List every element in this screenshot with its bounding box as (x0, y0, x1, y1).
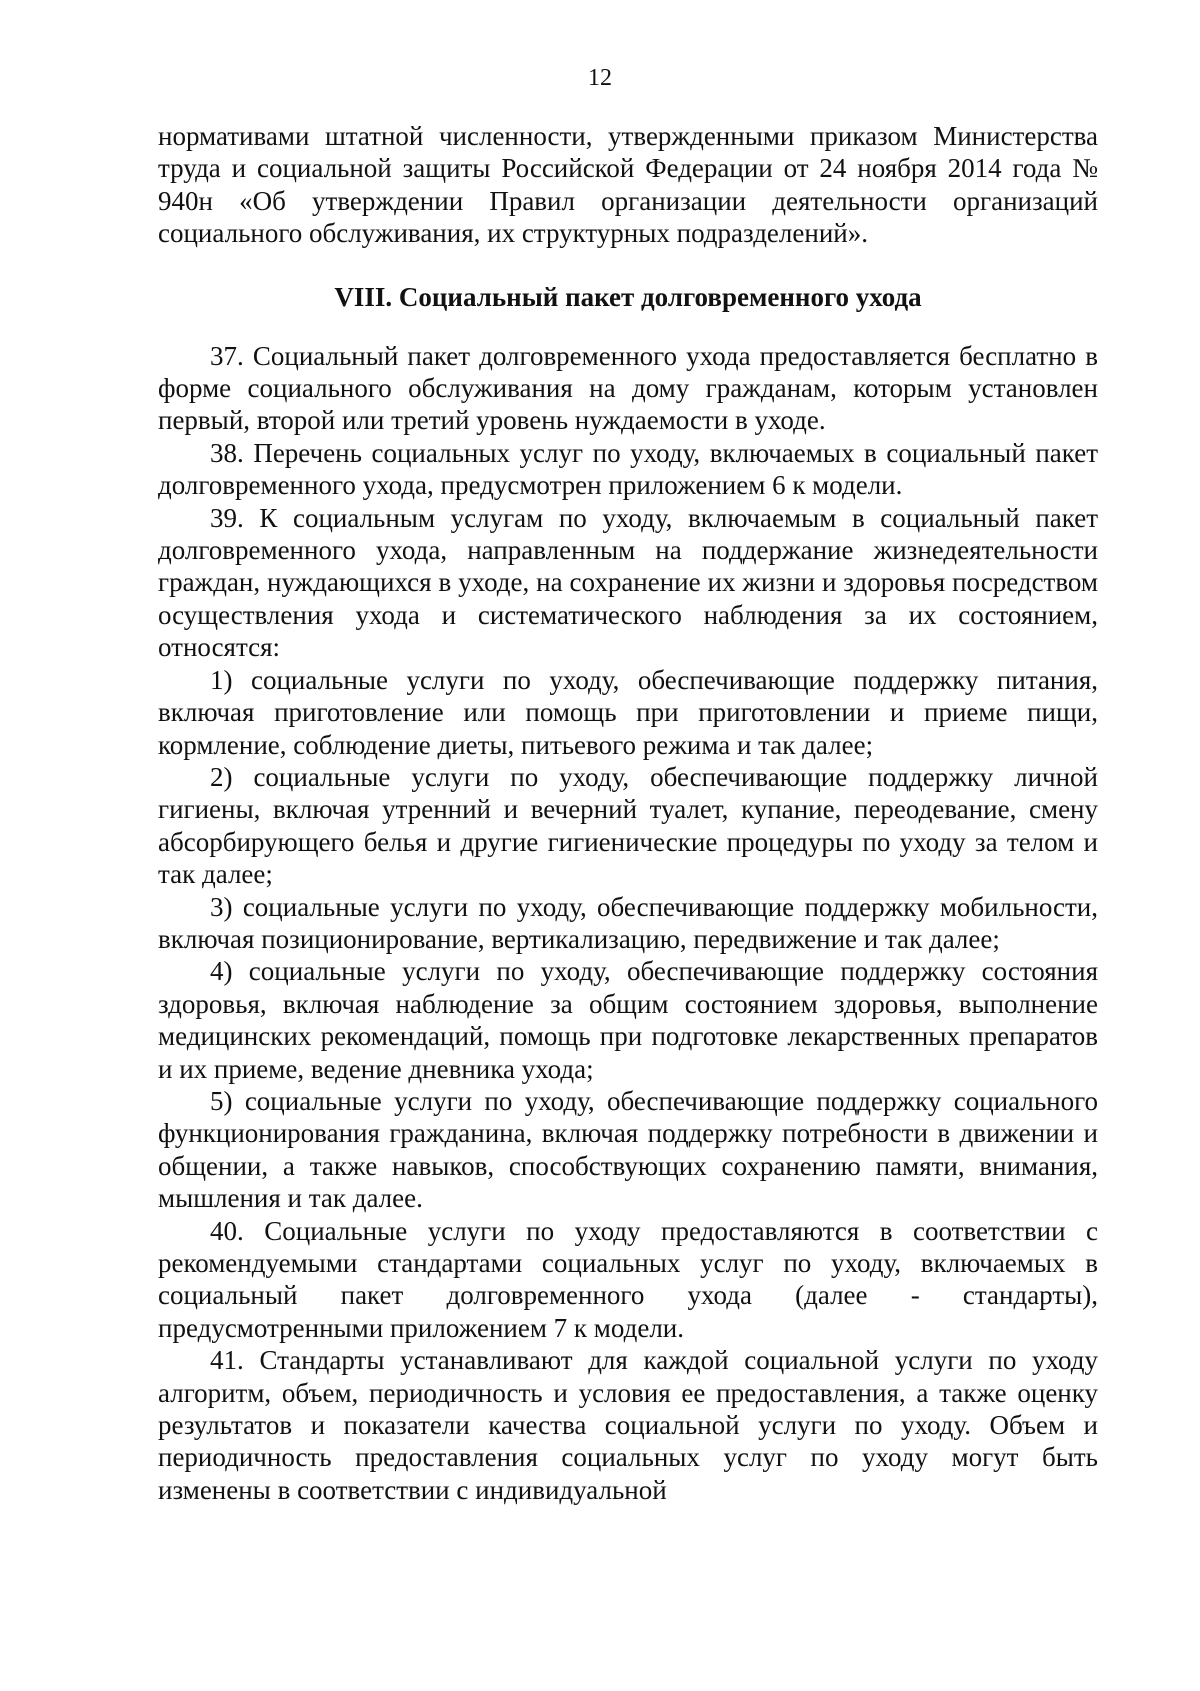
paragraph-39: 39. К социальным услугам по уходу, включаемым в социальный пакет долговременного ухода, направленным на поддержание жизнедеятельности граждан, нуждающихся в уходе, на сохранение их жизни и здоровья посредством осуществления ухода и систематического наблюдения за их состоянием, относятся: (158, 502, 1098, 663)
page-number: 12 (588, 65, 612, 91)
paragraph-40: 40. Социальные услуги по уходу предоставляются в соответствии с рекомендуемыми стандартами социальных услуг по уходу, включаемых в социальный пакет долговременного ухода (далее - стандарты), предусмотренными приложением 7 к модели. (158, 1215, 1098, 1343)
list-item-1: 1) социальные услуги по уходу, обеспечивающие поддержку питания, включая приготовление или помощь при приготовлении и приеме пищи, кормление, соблюдение диеты, питьевого режима и так далее; (158, 664, 1098, 760)
list-item-5: 5) социальные услуги по уходу, обеспечивающие поддержку социального функционирования гражданина, включая поддержку потребности в движении и общении, а также навыков, способствующих сохранению памяти, внимания, мышления и так далее. (158, 1085, 1098, 1214)
paragraph-41: 41. Стандарты устанавливают для каждой социальной услуги по уходу алгоритм, объем, периодичность и условия ее предоставления, а также оценку результатов и показатели качества социальной услуги по уходу. Объем и периодичность предоставления социальных услуг по уходу могут быть изменены в соответствии с индивидуальной (158, 1345, 1098, 1505)
list-item-4: 4) социальные услуги по уходу, обеспечивающие поддержку состояния здоровья, включая наблюдение за общим состоянием здоровья, выполнение медицинских рекомендаций, помощь при подготовке лекарственных препаратов и их приеме, ведение дневника ухода; (158, 956, 1098, 1084)
paragraph-38: 38. Перечень социальных услуг по уходу, включаемых в социальный пакет долговременного ухода, предусмотрен приложением 6 к модели. (158, 437, 1098, 501)
paragraph-37: 37. Социальный пакет долговременного ухода предоставляется бесплатно в форме социального обслуживания на дому гражданам, которым установлен первый, второй или третий уровень нуждаемости в уходе. (158, 340, 1098, 436)
intro-paragraph: нормативами штатной численности, утвержденными приказом Министерства труда и социальной защиты Российской Федерации от 24 ноября 2014 года № 940н «Об утверждении Правил организации деятельности организаций социального обслуживания, их структурных подразделений». (158, 121, 1098, 249)
list-item-2: 2) социальные услуги по уходу, обеспечивающие поддержку личной гигиены, включая утренний и вечерний туалет, купание, переодевание, смену абсорбирующего белья и другие гигиенические процедуры по уходу за телом и так далее; (158, 761, 1098, 890)
section-heading: VIII. Социальный пакет долговременного ухода (334, 281, 922, 312)
document-body (158, 120, 1098, 1506)
list-item-3: 3) социальные услуги по уходу, обеспечивающие поддержку мобильности, включая позиционирование, вертикализацию, передвижение и так далее; (158, 891, 1098, 954)
